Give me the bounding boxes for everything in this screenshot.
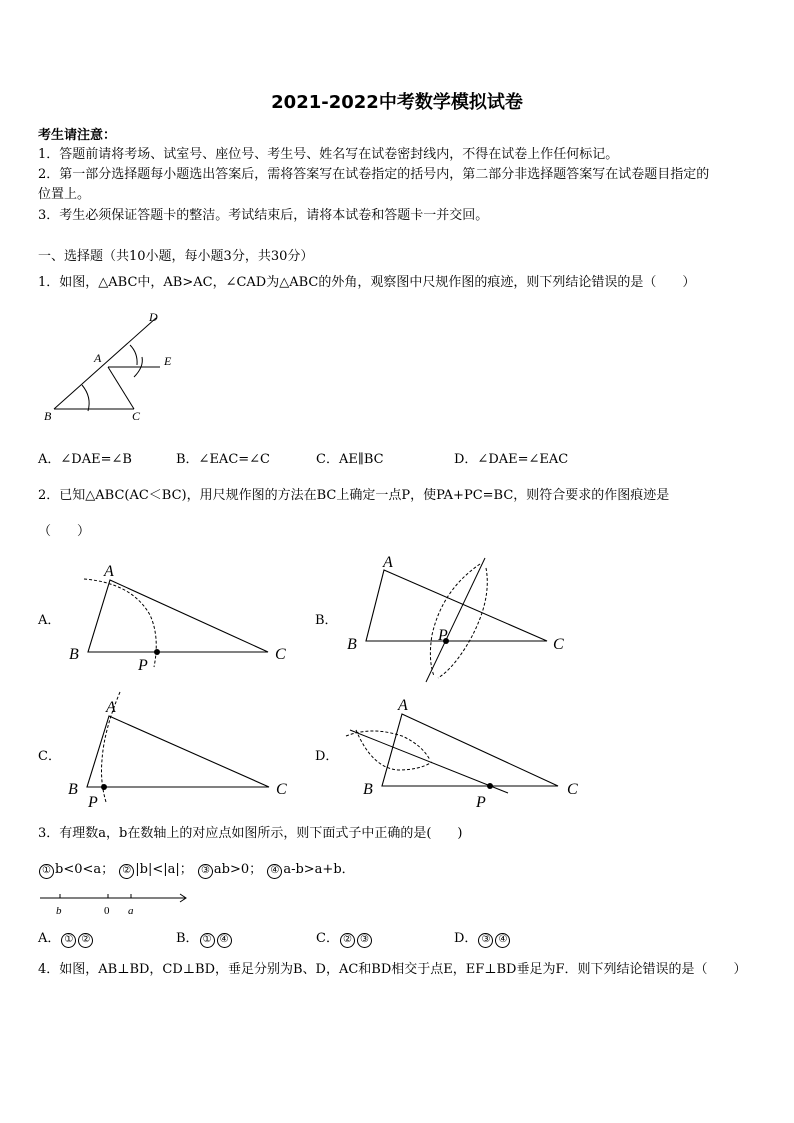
q3-text: 3．有理数a，b在数轴上的对应点如图所示，则下面式子中正确的是( ) <box>38 826 463 841</box>
q2b-label-p: P <box>438 627 448 644</box>
q1-option-d: D．∠DAE=∠EAC <box>454 452 569 467</box>
q3-option-a: A． ① ② <box>38 927 94 948</box>
q4-text: 4．如图，AB⊥BD，CD⊥BD，垂足分别为B、D，AC和BD相交于点E，EF⊥BD垂足为F．则下列结论错误的是（ ） <box>38 962 747 977</box>
q2d-label-p: P <box>476 794 486 811</box>
q2c-label-p: P <box>88 794 98 811</box>
notice-item-1: 1．答题前请将考场、试室号、座位号、考生号、姓名写在试卷密封线内，不得在试卷上作任何标记。 <box>38 147 619 162</box>
q3-axis-b: b <box>56 905 62 917</box>
q1-arc-b <box>82 385 89 411</box>
q2a-label-c: C <box>275 646 286 663</box>
notice-item-2: 2．第一部分选择题每小题选出答案后，需将答案写在试卷指定的括号内，第二部分非选择题答案写在试卷题目指定的 <box>38 167 710 182</box>
q3-option-d: D． ③ ④ <box>454 927 511 948</box>
q2-figure-a <box>62 555 302 675</box>
q3-s1-num: ① <box>39 864 54 879</box>
q1-figure <box>38 305 188 425</box>
q2b-label-c: C <box>553 636 564 653</box>
q1-option-b: B．∠EAC=∠C <box>176 452 271 467</box>
q2d-label-a: A <box>398 697 408 714</box>
q1-option-c: C．AE∥BC <box>316 452 384 467</box>
q1-text: 1．如图，△ABC中，AB>AC，∠CAD为△ABC的外角，观察图中尺规作图的痕迹，则下列结论错误的是（ ） <box>38 275 696 290</box>
q2-text: 2．已知△ABC(AC＜BC)，用尺规作图的方法在BC上确定一点P，使PA+PC=BC，则符合要求的作图痕迹是 <box>38 488 670 503</box>
q3-s2: |b|<|a|； <box>135 862 193 877</box>
notice-item-3: 3．考生必须保证答题卡的整洁。考试结束后，请将本试卷和答题卡一并交回。 <box>38 208 489 223</box>
q2d-label-c: C <box>567 781 578 798</box>
q2c-label-a: A <box>106 699 116 716</box>
q2b-label-b: B <box>347 636 357 653</box>
q1-label-b: B <box>44 409 52 423</box>
q2-option-b-label: B． <box>315 613 338 628</box>
q2-option-d-label: D． <box>315 749 339 764</box>
section-heading: 一、选择题（共10小题，每小题3分，共30分） <box>38 249 314 264</box>
q3-axis-zero: 0 <box>104 905 110 917</box>
q2c-label-b: B <box>68 781 78 798</box>
q2b-label-a: A <box>383 554 393 571</box>
notice-item-2-cont: 位置上。 <box>38 187 91 202</box>
q1-option-a: A．∠DAE=∠B <box>38 452 132 467</box>
q2a-label-b: B <box>69 646 79 663</box>
q2a-label-p: P <box>138 657 148 674</box>
notice-heading: 考生请注意： <box>38 128 117 143</box>
q2-figure-d <box>342 690 582 810</box>
q2a-label-a: A <box>104 563 114 580</box>
q1-label-d: D <box>149 310 158 324</box>
q3-number-line <box>38 890 198 918</box>
q3-s3-num: ③ <box>198 864 213 879</box>
q2c-label-c: C <box>276 781 287 798</box>
page-title: 2021-2022中考数学模拟试卷 <box>271 92 523 113</box>
q2-figure-c <box>62 690 302 810</box>
q1-arc-a <box>130 345 137 365</box>
q1-label-c: C <box>132 409 141 423</box>
q3-axis-a: a <box>128 905 134 917</box>
q2-option-c-label: C． <box>38 749 61 764</box>
q3-s1: b<0<a； <box>55 862 115 877</box>
q3-s4: a-b>a+b． <box>283 862 355 877</box>
q1-label-e: E <box>164 354 172 368</box>
q1-side-ac <box>108 367 134 409</box>
q3-option-c: C． ② ③ <box>316 927 373 948</box>
q3-s4-num: ④ <box>267 864 282 879</box>
q3-s3: ab>0； <box>213 862 263 877</box>
q3-s2-num: ② <box>119 864 134 879</box>
q2-paren: （ ） <box>38 524 91 539</box>
q2d-label-b: B <box>363 781 373 798</box>
q2-option-a-label: A． <box>38 613 61 628</box>
q3-option-b: B． ① ④ <box>176 927 233 948</box>
q3-statements <box>38 858 355 879</box>
q1-ray-bd <box>54 318 156 409</box>
q2-figure-b <box>342 550 582 690</box>
q1-label-a: A <box>94 351 102 365</box>
